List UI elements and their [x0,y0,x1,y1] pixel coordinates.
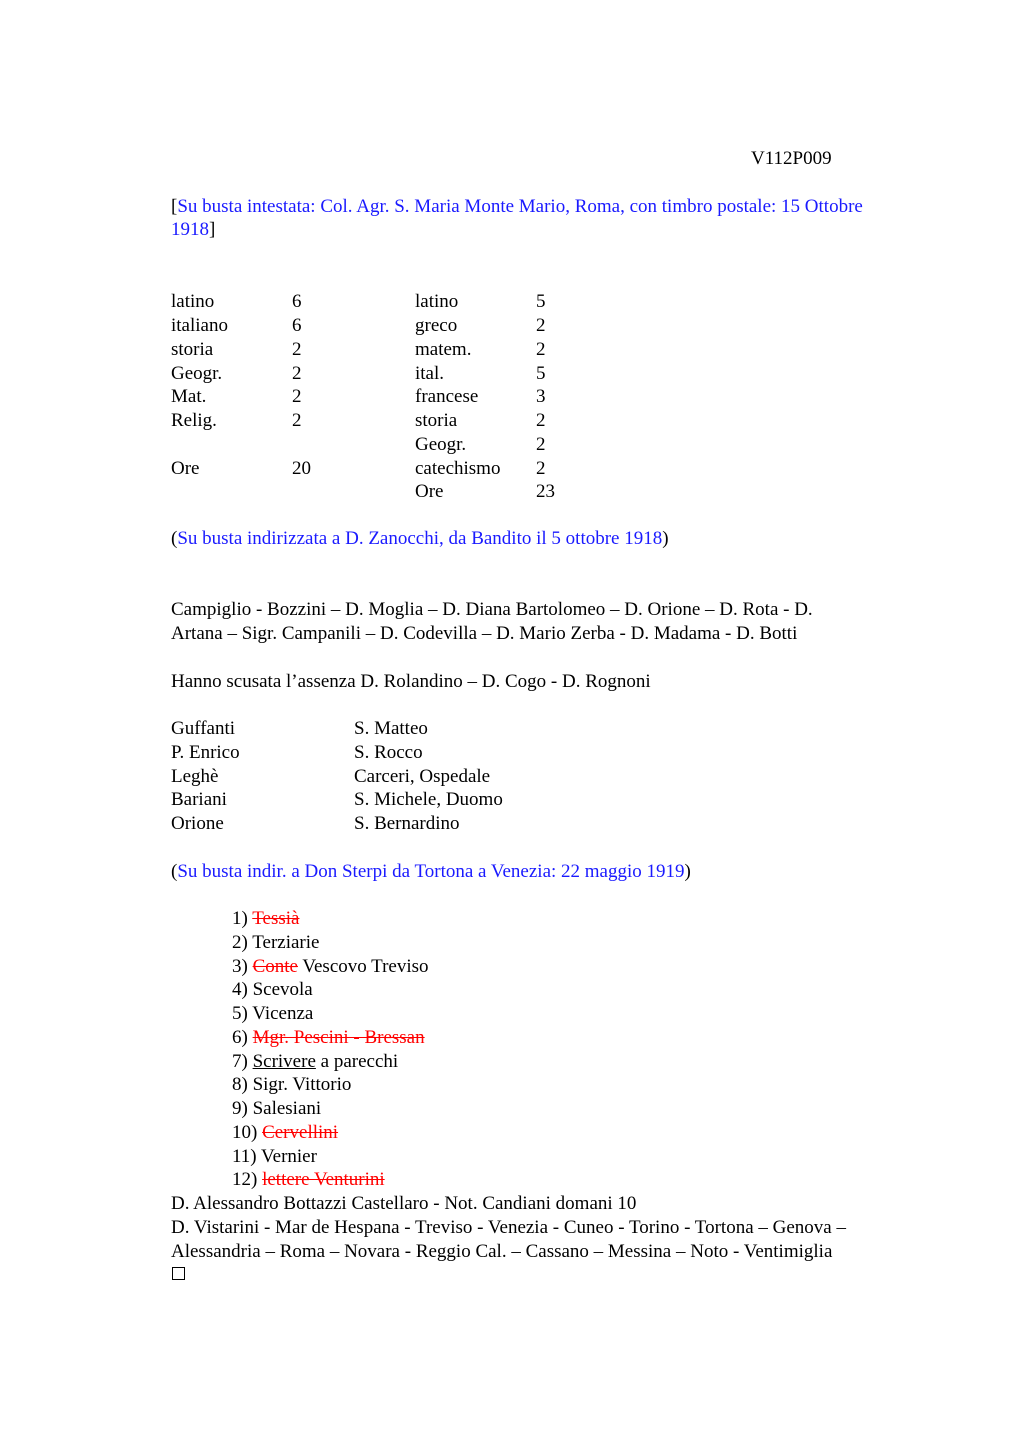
todo-text: Terziarie [252,932,320,953]
todo-number: 3) [232,956,253,977]
todo-text: Sigr. Vittorio [252,1074,352,1095]
schedule-right-subject: catechismo [415,458,501,479]
schedule-left-total-label: Ore [171,458,200,479]
todo-struck-text: Mgr. Pescini - Bressan [252,1027,425,1048]
todo-number: 12) [232,1169,263,1190]
todo-number: 6) [232,1027,253,1048]
assignment-name: Bariani [171,789,227,810]
todo-number: 4) [232,979,253,1000]
schedule-right-subject: matem. [415,339,472,360]
schedule-left-hours: 2 [292,363,302,384]
todo-text: Vernier [261,1146,317,1167]
todo-number: 5) [232,1003,253,1024]
schedule-left-hours: 6 [292,291,302,312]
paren-open: ( [171,528,178,549]
assignment-place: Carceri, Ospedale [354,766,491,787]
assignment-place: S. Matteo [354,718,428,739]
todo-item [232,1050,398,1074]
todo-item [232,1073,351,1097]
todo-text: a parecchi [315,1051,399,1072]
assignment-place: S. Rocco [354,742,423,763]
checkbox-icon [172,1267,185,1280]
schedule-right-hours: 2 [536,315,546,336]
todo-item [232,1002,313,1026]
todo-number: 2) [232,932,253,953]
todo-underlined-text: Scrivere [252,1051,316,1072]
todo-text: Scevola [252,979,313,1000]
assignment-name: P. Enrico [171,742,240,763]
envelope-note-1-line2 [171,218,215,242]
todo-item [232,1168,385,1192]
schedule-left-subject: Relig. [171,410,217,431]
final-line-1: D. Alessandro Bottazzi Castellaro - Not. Candiani domani 10 [171,1193,637,1214]
assignment-place: S. Bernardino [354,813,460,834]
assignment-name: Orione [171,813,224,834]
schedule-left-hours: 6 [292,315,302,336]
schedule-left-subject: storia [171,339,214,360]
schedule-right-subject: storia [415,410,458,431]
schedule-left-total-hours: 20 [292,458,311,479]
envelope-note-2 [171,527,669,551]
attendees-line-1: Campiglio - Bozzini – D. Moglia – D. Diana Bartolomeo – D. Orione – D. Rota - D. [171,599,813,620]
todo-struck-text: lettere Venturini [262,1169,385,1190]
schedule-right-hours: 2 [536,410,546,431]
schedule-left-subject: Mat. [171,386,207,407]
envelope-note-3 [171,860,691,884]
todo-text: Salesiani [252,1098,322,1119]
schedule-left-subject: Geogr. [171,363,223,384]
schedule-left-subject: italiano [171,315,228,336]
schedule-right-subject: francese [415,386,479,407]
schedule-right-hours: 5 [536,291,546,312]
envelope-note-3-text: Su busta indir. a Don Sterpi da Tortona a Venezia: 22 maggio 1919 [177,861,685,882]
schedule-right-hours: 2 [536,434,546,455]
schedule-left-hours: 2 [292,339,302,360]
envelope-note-1-line1 [171,195,863,219]
schedule-right-subject: greco [415,315,458,336]
todo-item [232,931,319,955]
todo-number: 8) [232,1074,253,1095]
schedule-right-total-hours: 23 [536,481,555,502]
schedule-right-subject: ital. [415,363,445,384]
envelope-note-2-text: Su busta indirizzata a D. Zanocchi, da Bandito il 5 ottobre 1918 [177,528,663,549]
final-line-2: D. Vistarini - Mar de Hespana - Treviso - Venezia - Cuneo - Torino - Tortona – Genova – [171,1217,846,1238]
paren-close: ) [662,528,669,549]
schedule-right-subject: latino [415,291,459,312]
paren-open: ( [171,861,178,882]
envelope-note-1-text: Su busta intestata: Col. Agr. S. Maria Monte Mario, Roma, con timbro postale: 15 Ottobre [177,196,863,217]
todo-item [232,1026,425,1050]
assignment-name: Leghè [171,766,219,787]
schedule-right-hours: 3 [536,386,546,407]
final-line-3: Alessandria – Roma – Novara - Reggio Cal. – Cassano – Messina – Noto - Ventimiglia [171,1241,833,1262]
schedule-right-subject: Geogr. [415,434,467,455]
schedule-left-hours: 2 [292,386,302,407]
todo-struck-text: Tessià [252,908,300,929]
document-code: V112P009 [751,148,832,169]
todo-text: Vescovo Treviso [297,956,429,977]
todo-item [232,978,313,1002]
assignment-place: S. Michele, Duomo [354,789,503,810]
todo-number: 7) [232,1051,253,1072]
todo-item [232,955,429,979]
attendees-line-2: Artana – Sigr. Campanili – D. Codevilla – D. Mario Zerba - D. Madama - D. Botti [171,623,798,644]
todo-item [232,907,299,931]
bracket-open: [ [171,196,178,217]
todo-item [232,1097,321,1121]
todo-number: 10) [232,1122,263,1143]
todo-item [232,1121,338,1145]
schedule-right-hours: 2 [536,339,546,360]
excused-line: Hanno scusata l’assenza D. Rolandino – D. Cogo - D. Rognoni [171,671,651,692]
todo-number: 9) [232,1098,253,1119]
todo-struck-text: Cervellini [262,1122,339,1143]
todo-text: Vicenza [252,1003,314,1024]
bracket-close: ] [209,219,216,240]
schedule-left-subject: latino [171,291,215,312]
schedule-left-hours: 2 [292,410,302,431]
todo-item [232,1145,317,1169]
todo-number: 1) [232,908,253,929]
assignment-name: Guffanti [171,718,236,739]
todo-number: 11) [232,1146,262,1167]
paren-close: ) [684,861,691,882]
schedule-right-hours: 2 [536,458,546,479]
schedule-right-total-label: Ore [415,481,444,502]
todo-struck-text: Conte [252,956,298,977]
schedule-right-hours: 5 [536,363,546,384]
envelope-note-1-year: 1918 [171,219,209,240]
